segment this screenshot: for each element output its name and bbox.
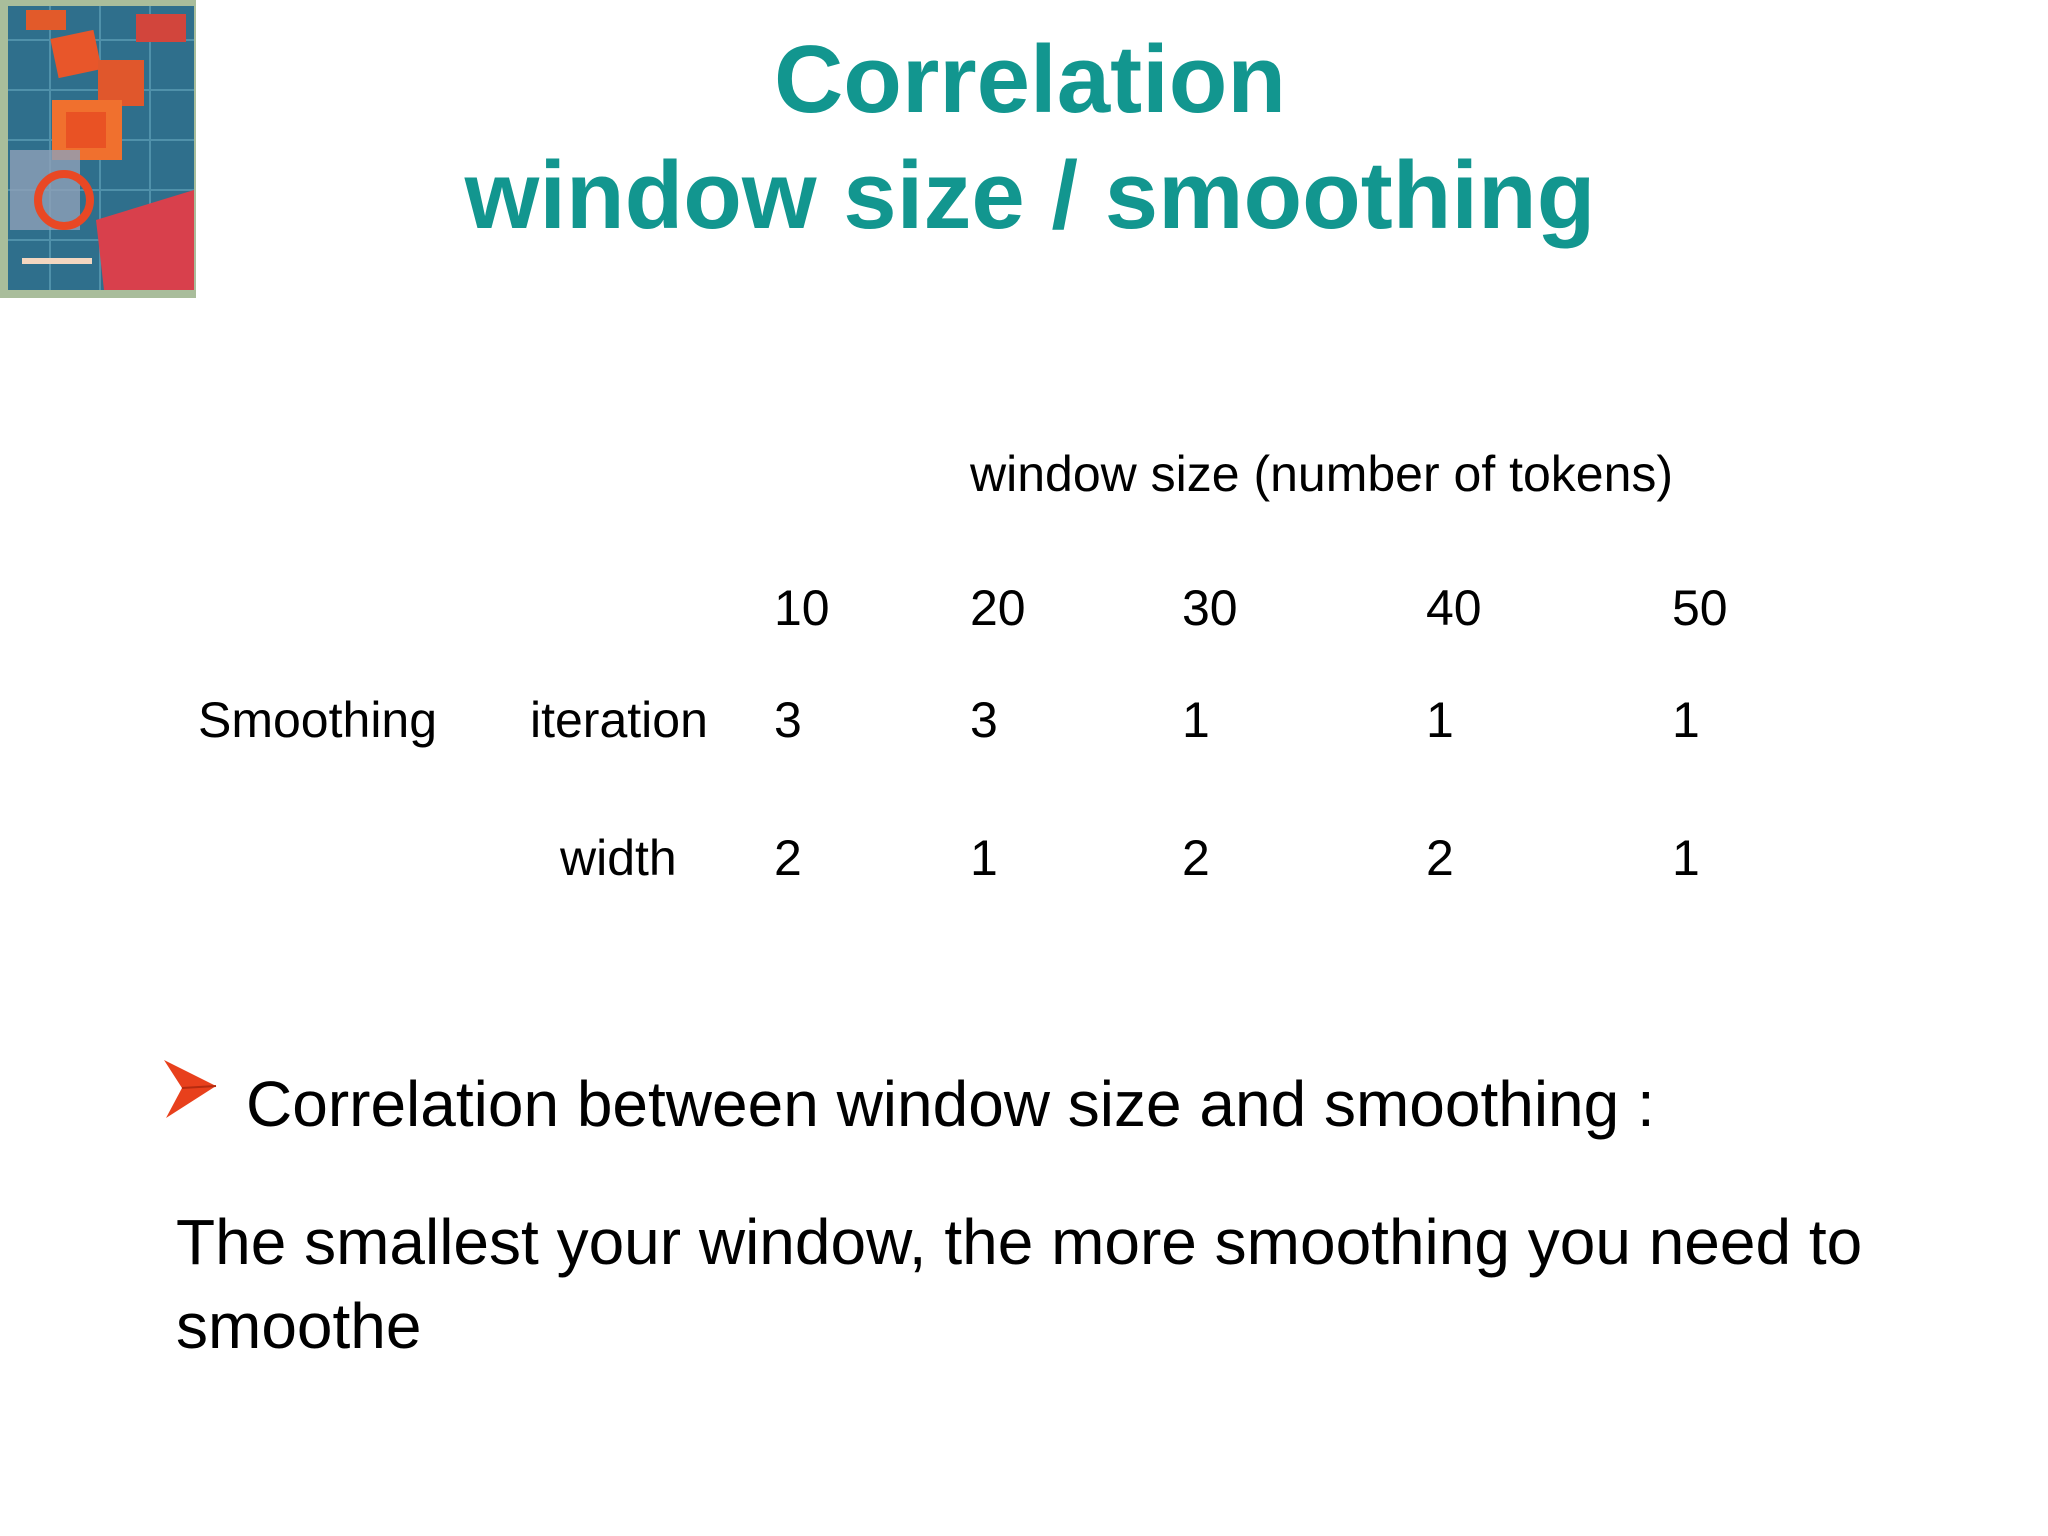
table-cell: 3 <box>970 692 998 748</box>
table-cell: 3 <box>774 692 802 748</box>
table-cell: 1 <box>1672 692 1700 748</box>
bullet-text: Correlation between window size and smoothing : <box>246 1068 1655 1140</box>
table-cell: 1 <box>970 830 998 886</box>
table-cell: 2 <box>1426 830 1454 886</box>
row-label-iteration: iteration <box>530 692 708 748</box>
table-cell: 1 <box>1182 692 1210 748</box>
window-size-caption: window size (number of tokens) <box>970 446 1674 502</box>
table-cell: 2 <box>774 830 802 886</box>
book-cover-image <box>0 0 196 298</box>
slide-title <box>300 22 1760 254</box>
column-header: 30 <box>1182 580 1238 636</box>
arrowhead-bullet-icon <box>162 1058 218 1120</box>
column-header: 50 <box>1672 580 1728 636</box>
table-cell: 1 <box>1426 692 1454 748</box>
body-paragraph: The smallest your window, the more smoothing you need to smoothe <box>176 1206 1863 1362</box>
column-header: 40 <box>1426 580 1482 636</box>
table-cell: 2 <box>1182 830 1210 886</box>
title-line-2: window size / smoothing <box>464 142 1596 249</box>
column-header: 10 <box>774 580 830 636</box>
column-header: 20 <box>970 580 1026 636</box>
smoothing-label: Smoothing <box>198 692 438 748</box>
row-label-width: width <box>560 830 677 886</box>
table-cell: 1 <box>1672 830 1700 886</box>
title-line-1: Correlation <box>773 26 1287 133</box>
